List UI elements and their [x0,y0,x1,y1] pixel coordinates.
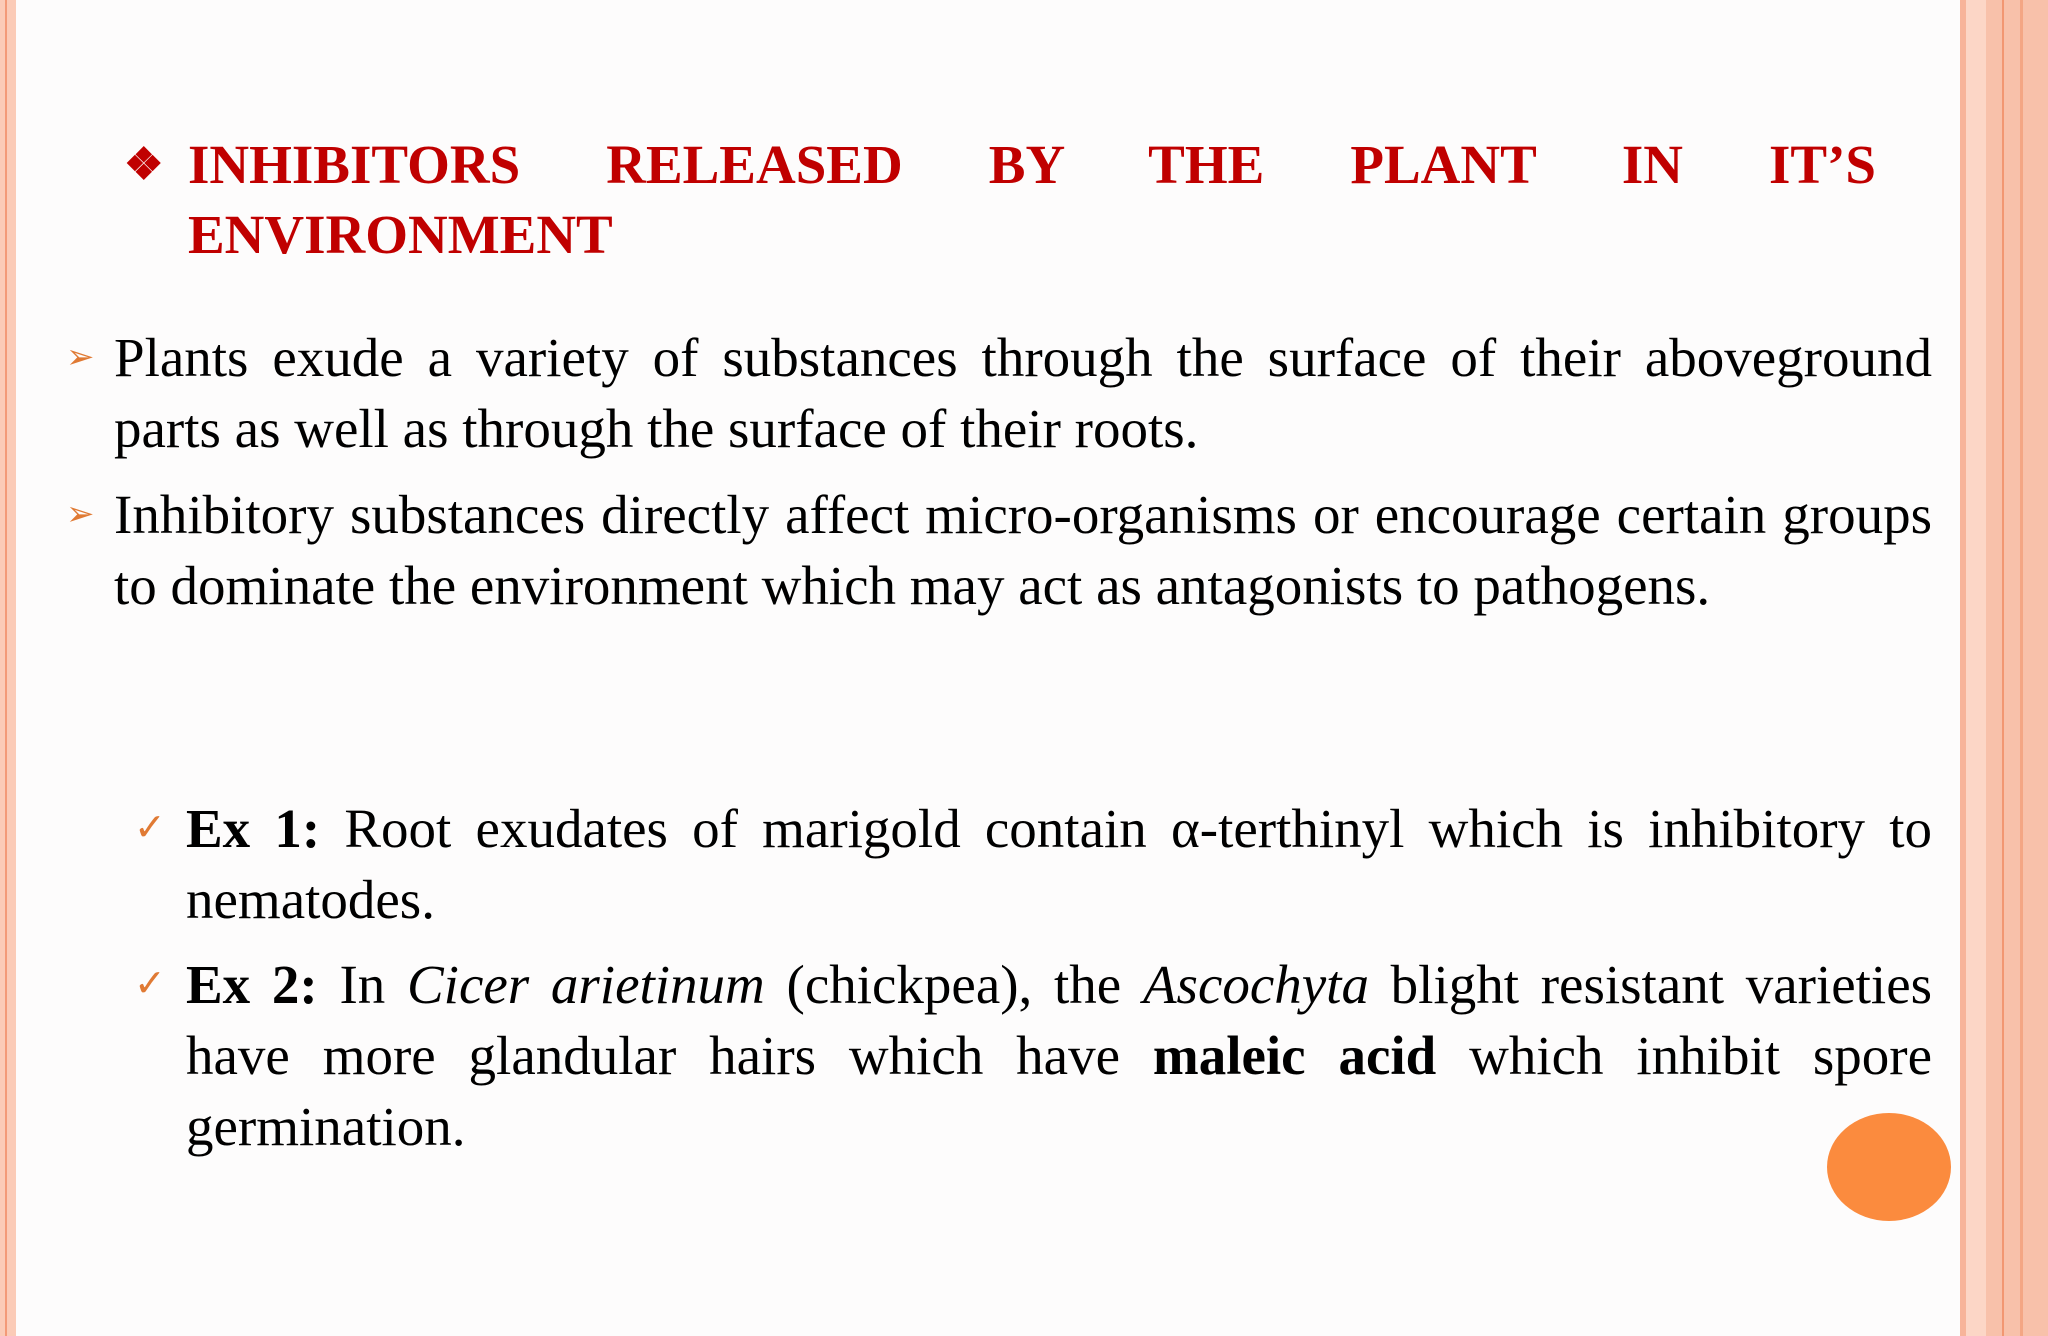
highlighted-term: maleic acid [1152,1025,1437,1086]
list-item [66,479,1932,621]
right-border-stripe-light [1966,0,1986,1336]
diamond-quad-bullet-icon: ❖ [124,140,164,189]
right-border-stripe-outer [1986,0,2048,1336]
checkmark-bullet-icon: ✓ [134,963,166,1005]
bullet-text: Inhibitory substances directly affect micro-organisms or encourage certain groups to dominate the environment which may act as antagonists to pathogens. [114,484,1932,616]
example-text-part: (chickpea), the [786,954,1122,1015]
example-body: Root exudates of marigold contain α-terthinyl which is inhibitory to nematodes. [186,798,1933,930]
left-border-stripe [0,0,16,1336]
list-item [134,793,1932,935]
slide-heading [124,130,1876,270]
checkmark-bullet-icon: ✓ [134,807,166,849]
decorative-orange-circle [1827,1113,1951,1221]
genus-name: Ascochyta [1142,954,1369,1015]
arrow-bullet-icon: ➢ [66,496,95,533]
slide-heading-text: INHIBITORS RELEASED BY THE PLANT IN IT’S ENVIRONMENT [188,134,1876,265]
example-label: Ex 2: [186,954,318,1015]
example-text [134,949,1932,1162]
example-text-part: which inhibit spore germination. [186,1025,1933,1157]
main-bullet-list [66,322,1932,636]
list-item [66,322,1932,464]
example-label: Ex 1: [186,798,321,859]
species-name: Cicer arietinum [406,954,765,1015]
list-item [134,949,1932,1162]
example-text [134,793,1932,935]
arrow-bullet-icon: ➢ [66,339,95,376]
example-text-part: In [339,954,386,1015]
bullet-text: Plants exude a variety of substances through the surface of their aboveground parts as well as through the surface of their roots. [114,327,1932,459]
example-text-part: blight resistant varieties have more glandular hairs which have [186,954,1933,1086]
example-list [134,793,1932,1176]
